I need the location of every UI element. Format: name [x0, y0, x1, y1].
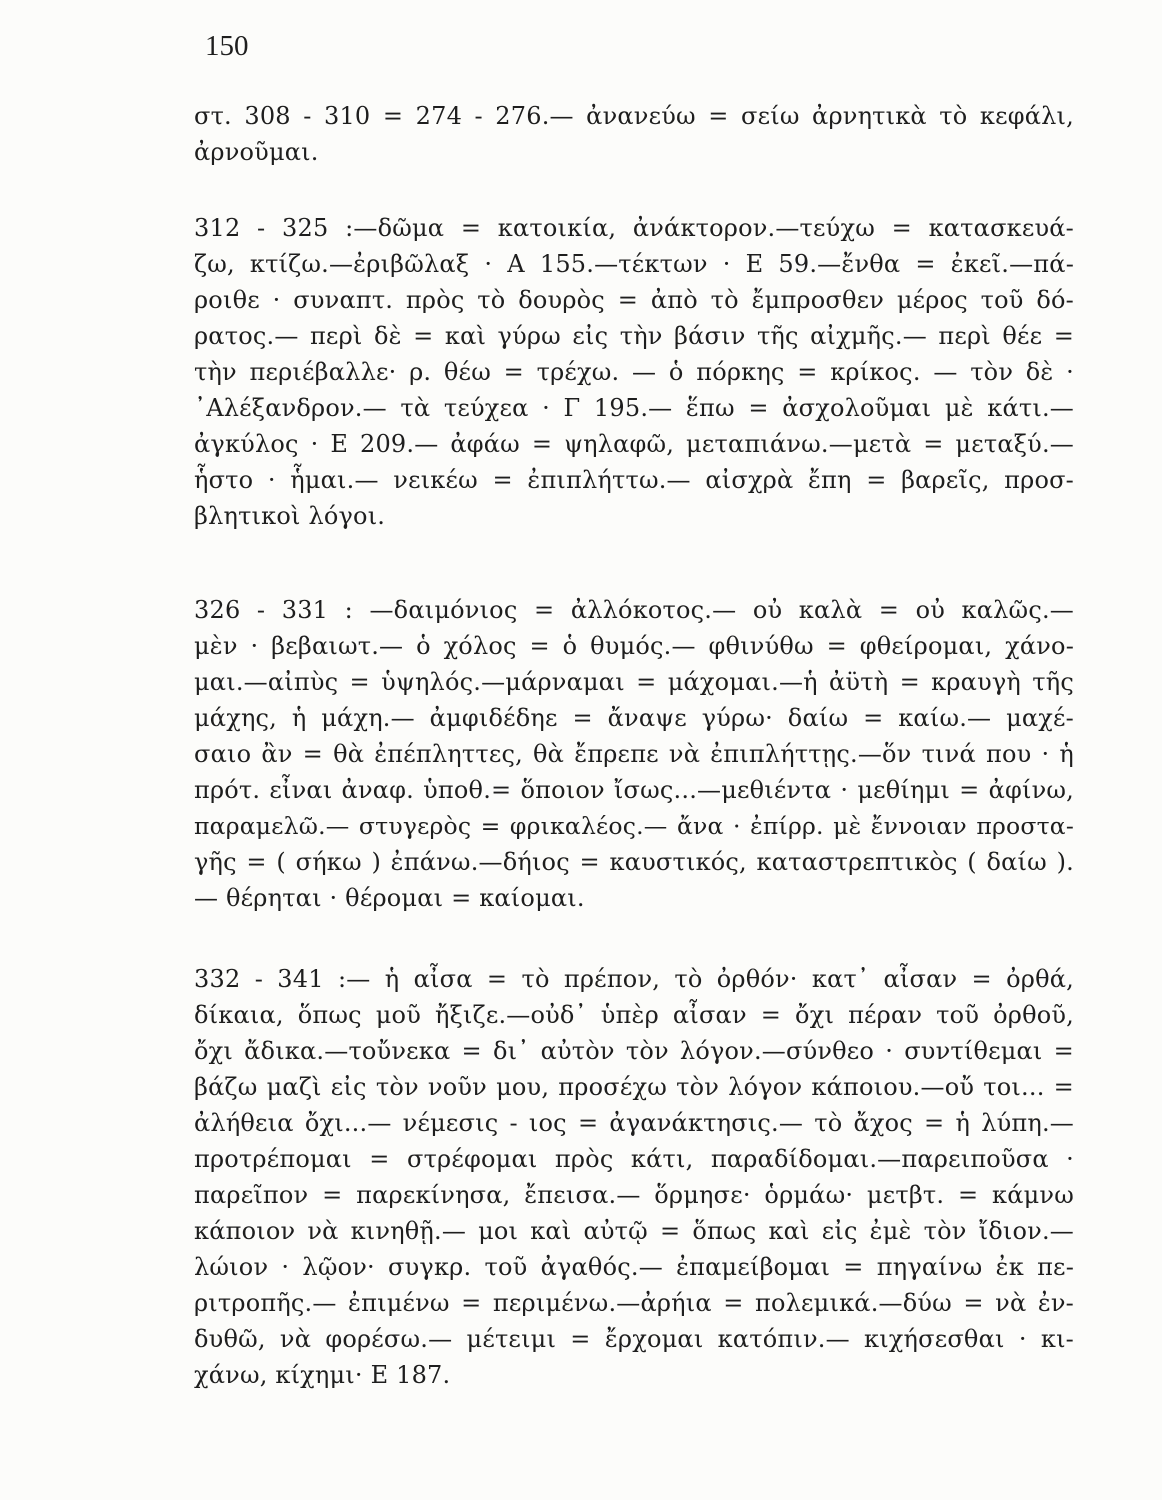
- paragraph-lines-326-331: [194, 592, 1074, 916]
- text-line: μάχης, ἡ μάχη.— ἀμφιδέδηε = ἄναψε γύρω· δαίω = καίω.— μαχέ-: [194, 704, 1074, 732]
- page-number: 150: [205, 30, 249, 62]
- text-line: παραμελῶ.— στυγερὸς = φρικαλέος.— ἄνα · ἐπίρρ. μὲ ἔννοιαν προστα-: [194, 812, 1074, 840]
- text-line: ᾿Αλέξανδρον.— τὰ τεύχεα · Γ 195.— ἕπω = ἀσχολοῦμαι μὲ κάτι.—: [194, 394, 1074, 422]
- text-line: σαιο ἂν = θὰ ἐπέπληττες, θὰ ἔπρεπε νὰ ἐπιπλήττῃς.—ὅν τινά που · ἡ: [194, 740, 1074, 768]
- paragraph-lines-308-310: [194, 98, 1074, 170]
- paragraph-lines-312-325: [194, 210, 1074, 534]
- text-line: κάποιον νὰ κινηθῇ.— μοι καὶ αὐτῷ = ὅπως καὶ εἰς ἐμὲ τὸν ἴδιον.—: [194, 1217, 1074, 1245]
- text-line: μὲν · βεβαιωτ.— ὁ χόλος = ὁ θυμός.— φθινύθω = φθείρομαι, χάνο-: [194, 632, 1074, 660]
- text-line: ροιθε · συναπτ. πρὸς τὸ δουρὸς = ἀπὸ τὸ ἔμπροσθεν μέρος τοῦ δό-: [194, 286, 1074, 314]
- text-line: λώιον · λῷον· συγκρ. τοῦ ἀγαθός.— ἐπαμείβομαι = πηγαίνω ἐκ πε-: [194, 1253, 1074, 1281]
- text-line: 332 - 341 :— ἡ αἶσα = τὸ πρέπον, τὸ ὀρθόν· κατ᾿ αἶσαν = ὀρθά,: [194, 965, 1074, 993]
- text-line: 312 - 325 :—δῶμα = κατοικία, ἀνάκτορον.—τεύχω = κατασκευά-: [194, 214, 1074, 242]
- text-line: ἀλήθεια ὄχι...— νέμεσις - ιος = ἀγανάκτησις.— τὸ ἄχος = ἡ λύπη.—: [194, 1109, 1074, 1137]
- text-line: δυθῶ, νὰ φορέσω.— μέτειμι = ἔρχομαι κατόπιν.— κιχήσεσθαι · κι-: [194, 1325, 1074, 1353]
- text-line: ἀρνοῦμαι.: [194, 138, 319, 166]
- text-line: ἀγκύλος · Ε 209.— ἀφάω = ψηλαφῶ, μεταπιάνω.—μετὰ = μεταξύ.—: [194, 430, 1074, 458]
- text-line: ὄχι ἄδικα.—τοὔνεκα = δι᾿ αὐτὸν τὸν λόγον.—σύνθεο · συντίθεμαι =: [194, 1037, 1074, 1065]
- text-line: ἧστο · ἧμαι.— νεικέω = ἐπιπλήττω.— αἰσχρὰ ἔπη = βαρεῖς, προσ-: [194, 466, 1074, 494]
- text-line: δίκαια, ὅπως μοῦ ἤξιζε.—οὐδ᾿ ὑπὲρ αἶσαν = ὄχι πέραν τοῦ ὀρθοῦ,: [194, 1001, 1074, 1029]
- text-line: παρεῖπον = παρεκίνησα, ἔπεισα.— ὅρμησε· ὁρμάω· μετβτ. = κάμνω: [194, 1181, 1074, 1209]
- text-line: βλητικοὶ λόγοι.: [194, 502, 386, 530]
- paragraph-lines-332-341: [194, 961, 1074, 1393]
- text-line: ζω, κτίζω.—ἐριβῶλαξ · Α 155.—τέκτων · Ε 59.—ἔνθα = ἐκεῖ.—πά-: [194, 250, 1074, 278]
- text-line: 326 - 331 : —δαιμόνιος = ἀλλόκοτος.— οὐ καλὰ = οὐ καλῶς.—: [194, 596, 1074, 624]
- text-line: βάζω μαζὶ εἰς τὸν νοῦν μου, προσέχω τὸν λόγον κάποιου.—οὔ τοι... =: [194, 1073, 1074, 1101]
- text-line: προτρέπομαι = στρέφομαι πρὸς κάτι, παραδίδομαι.—παρειποῦσα ·: [194, 1145, 1074, 1173]
- text-line: τὴν περιέβαλλε· ρ. θέω = τρέχω. — ὁ πόρκης = κρίκος. — τὸν δὲ ·: [194, 358, 1074, 386]
- text-line: γῆς = ( σήκω ) ἐπάνω.—δήιος = καυστικός, καταστρεπτικὸς ( δαίω ).: [194, 848, 1074, 876]
- text-line: ριτροπῆς.— ἐπιμένω = περιμένω.—ἀρήια = πολεμικά.—δύω = νὰ ἐν-: [194, 1289, 1074, 1317]
- text-line: χάνω, κίχημι· Ε 187.: [194, 1361, 451, 1389]
- text-line: στ. 308 - 310 = 274 - 276.— ἀνανεύω = σείω ἀρνητικὰ τὸ κεφάλι,: [194, 102, 1074, 130]
- text-line: μαι.—αἰπὺς = ὑψηλός.—μάρναμαι = μάχομαι.—ἡ ἀϋτὴ = κραυγὴ τῆς: [194, 668, 1074, 696]
- text-line: ρατος.— περὶ δὲ = καὶ γύρω εἰς τὴν βάσιν τῆς αἰχμῆς.— περὶ θέε =: [194, 322, 1074, 350]
- text-line: — θέρηται · θέρομαι = καίομαι.: [194, 884, 585, 912]
- text-line: πρότ. εἶναι ἀναφ. ὑποθ.= ὅποιον ἴσως...—μεθιέντα · μεθίημι = ἀφίνω,: [194, 776, 1074, 804]
